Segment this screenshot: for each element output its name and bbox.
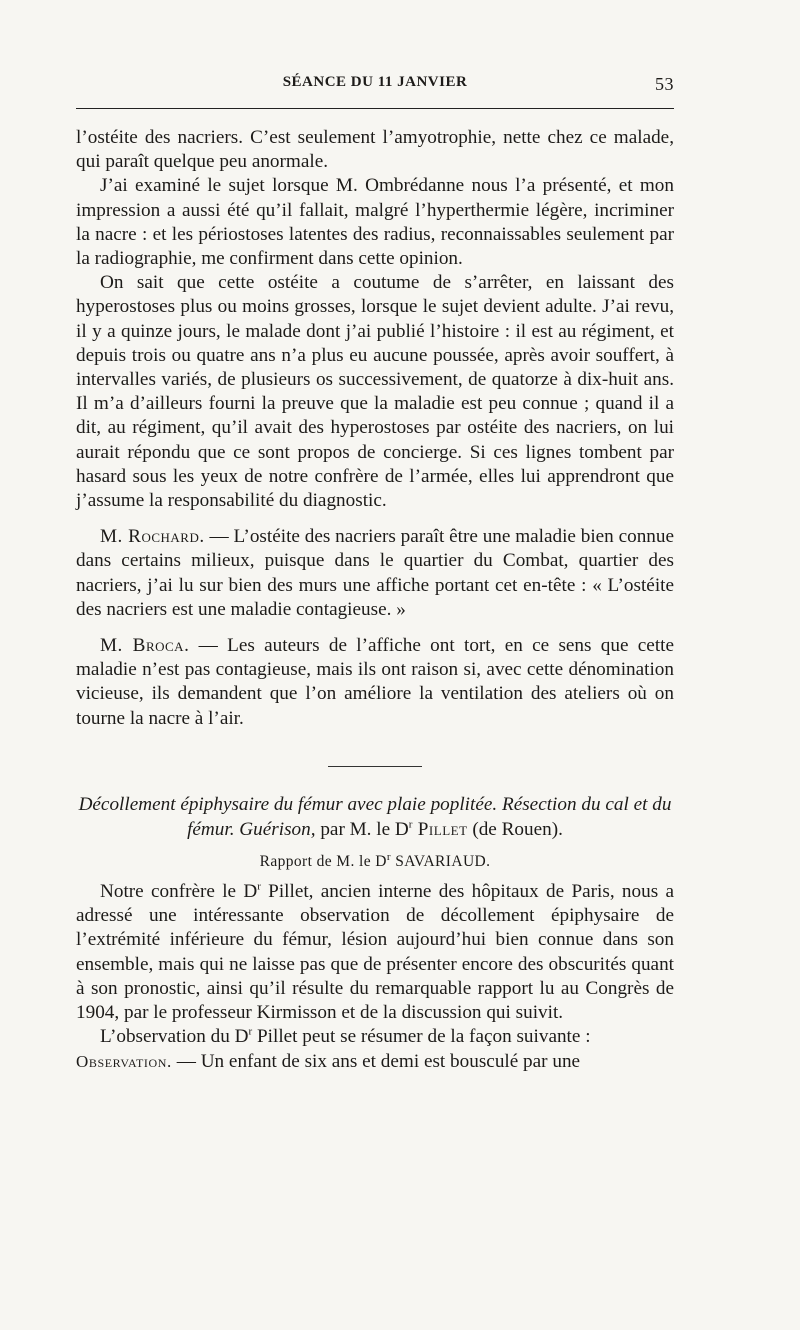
article-author: Pillet bbox=[412, 818, 468, 840]
intervention-text: — L’ostéite des nacriers paraît être une maladie bien connue dans certains milieux, puisque dans le quartier du Combat, quartier des nacriers, j’ai lu sur bien des murs une affiche portant cet en-tête : « L’ostéite des nacriers est une maladie contagieuse. » bbox=[76, 526, 674, 620]
report-prefix: Rapport de M. le D bbox=[259, 852, 387, 870]
dr-sup: r bbox=[257, 880, 261, 893]
text-run: Pillet, ancien interne des hôpitaux de Paris, nous a adressé une intéressante observation de décollement épiphysaire de l’extrémité inférieure du fémur, lésion aujourd’hui bien connue dans son ensemble, mais qui ne laisse pas que de présenter encore des obscurités quant à son pronostic, ainsi qu’il résulte du remarquable rapport lu au Congrès de 1904, par le professeur Kirmisson et de la discussion qui suivit. bbox=[76, 881, 674, 1024]
paragraph bbox=[76, 880, 674, 1025]
page-number: 53 bbox=[655, 74, 674, 94]
page-body bbox=[76, 126, 674, 1074]
dr-sup: r bbox=[248, 1025, 253, 1038]
broca-intervention bbox=[76, 634, 674, 731]
paragraph: J’ai examiné le sujet lorsque M. Ombrédanne nous l’a présenté, et mon impression a aussi été qu’il fallait, malgré l’hyperthermie légère, incriminer la nacre : et les périostoses latentes des radius, reconnaissables seulement par la radiographie, me confirment dans cette opinion. bbox=[76, 175, 674, 270]
observation-paragraph bbox=[76, 1050, 674, 1074]
observation-text: — Un enfant de six ans et demi est bousculé par une bbox=[171, 1050, 581, 1072]
paragraph: l’ostéite des nacriers. C’est seulement l’amyotrophie, nette chez ce malade, qui paraît quelque peu anormale. bbox=[76, 127, 674, 173]
running-title: SÉANCE DU 11 JANVIER bbox=[282, 74, 468, 90]
paragraph: On sait que cette ostéite a coutume de s’arrêter, en laissant des hyperostoses plus ou moins grosses, lorsque le sujet devient adulte. J’ai revu, il y a quinze jours, le malade dont j’ai publié l’histoire : il est au régiment, et depuis trois ou quatre ans n’a plus eu aucune poussée, après avoir souffert, à intervalles variés, de plusieurs os successivement, de quatorze à dix-huit ans. Il m’a d’ailleurs fourni la preuve que la maladie est peu connue ; quand il a dit, au régiment, qu’il avait des hyperostoses par ostéite des nacriers, on lui aurait répondu que ce sont propos de concierge. Si ces lignes tombent par hasard sous les yeux de notre confrère de l’armée, elles lui apprendront que j’assume la responsabilité du diagnostic. bbox=[76, 272, 674, 512]
speaker-name: M. Broca. bbox=[100, 635, 190, 657]
section-separator bbox=[328, 766, 422, 767]
article-title-by: par M. le D bbox=[315, 818, 409, 840]
rochard-intervention bbox=[76, 525, 674, 622]
article-title-dr-sup: r bbox=[408, 818, 413, 831]
article-title bbox=[76, 792, 674, 842]
header-rule bbox=[76, 108, 674, 109]
speaker-name: M. Rochard. bbox=[100, 526, 205, 548]
text-run: Pillet peut se résumer de la façon suivante : bbox=[252, 1026, 591, 1048]
article-place: (de Rouen). bbox=[467, 818, 563, 840]
intervention-text: — Les auteurs de l’affiche ont tort, en ce sens que cette maladie n’est pas contagieuse, mais ils ont raison si, avec cette dénomination vicieuse, ils demandent que l’on améliore la ventilation des ateliers où on tourne la nacre à l’air. bbox=[76, 635, 674, 729]
paragraph bbox=[76, 1025, 674, 1049]
report-dr-sup: r bbox=[386, 850, 391, 863]
text-run: Notre confrère le D bbox=[100, 881, 258, 903]
article-title-italic: Décollement épiphysaire du fémur avec plaie poplitée. Résection du cal et du fémur. Guérison, bbox=[78, 793, 672, 840]
running-header bbox=[76, 74, 674, 98]
report-line bbox=[76, 850, 674, 874]
text-run: L’observation du D bbox=[100, 1026, 249, 1048]
reporter-name: SAVARIAUD. bbox=[390, 852, 491, 870]
observation-label: Observation. bbox=[76, 1051, 172, 1071]
